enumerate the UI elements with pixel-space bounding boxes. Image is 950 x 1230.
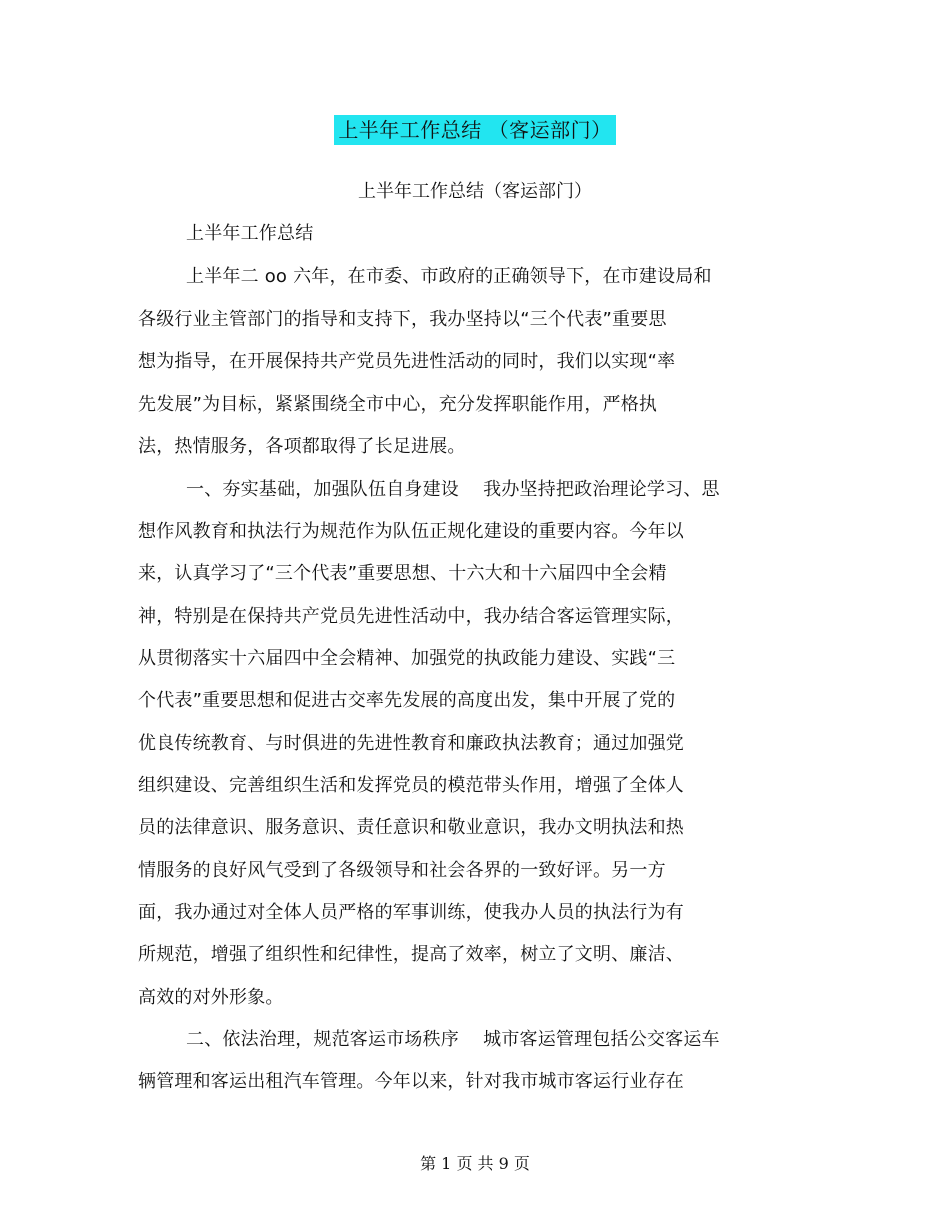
- page-footer: 第 1 页 共 9 页: [420, 1154, 530, 1173]
- body-line: 想作风教育和执法行为规范作为队伍正规化建设的重要内容。今年以: [138, 521, 684, 542]
- body-line: 辆管理和客运出租汽车管理。今年以来，针对我市城市客运行业存在: [138, 1071, 684, 1092]
- body-line: 优良传统教育、与时俱进的先进性教育和廉政执法教育；通过加强党: [138, 733, 684, 754]
- body-line: 上半年二 oo 六年，在市委、市政府的正确领导下，在市建设局和: [186, 266, 712, 287]
- body-line: 组织建设、完善组织生活和发挥党员的模范带头作用，增强了全体人: [138, 775, 684, 796]
- body-line: 各级行业主管部门的指导和支持下，我办坚持以“三个代表”重要思: [138, 309, 667, 330]
- body-line: 想为指导，在开展保持共产党员先进性活动的同时，我们以实现“率: [138, 351, 676, 372]
- body-line: 从贯彻落实十六届四中全会精神、加强党的执政能力建设、实践“三: [138, 648, 676, 669]
- body-line: 面，我办通过对全体人员严格的军事训练，使我办人员的执法行为有: [138, 902, 684, 923]
- body-line: 来，认真学习了“三个代表”重要思想、十六大和十六届四中全会精: [138, 563, 667, 584]
- title-wrapper: [0, 115, 950, 145]
- body-line: 神，特别是在保持共产党员先进性活动中，我办结合客运管理实际，: [138, 606, 684, 627]
- body-line: 员的法律意识、服务意识、责任意识和敬业意识，我办文明执法和热: [138, 817, 684, 838]
- body-line: 一、夯实基础，加强队伍自身建设 我办坚持把政治理论学习、思: [186, 479, 720, 500]
- body-line: 法，热情服务，各项都取得了长足进展。: [138, 436, 466, 457]
- body-line: 上半年工作总结: [186, 223, 314, 244]
- document-subtitle: 上半年工作总结（客运部门）: [358, 181, 592, 202]
- document-title: 上半年工作总结 （客运部门）: [334, 115, 615, 145]
- body-line: 所规范，增强了组织性和纪律性，提高了效率，树立了文明、廉洁、: [138, 944, 684, 965]
- body-line: 高效的对外形象。: [138, 987, 284, 1008]
- body-line: 先发展”为目标，紧紧围绕全市中心，充分发挥职能作用，严格执: [138, 394, 658, 415]
- body-line: 二、依法治理，规范客运市场秩序 城市客运管理包括公交客运车: [186, 1029, 720, 1050]
- body-line: 个代表”重要思想和促进古交率先发展的高度出发，集中开展了党的: [138, 690, 676, 711]
- body-line: 情服务的良好风气受到了各级领导和社会各界的一致好评。另一方: [138, 860, 666, 881]
